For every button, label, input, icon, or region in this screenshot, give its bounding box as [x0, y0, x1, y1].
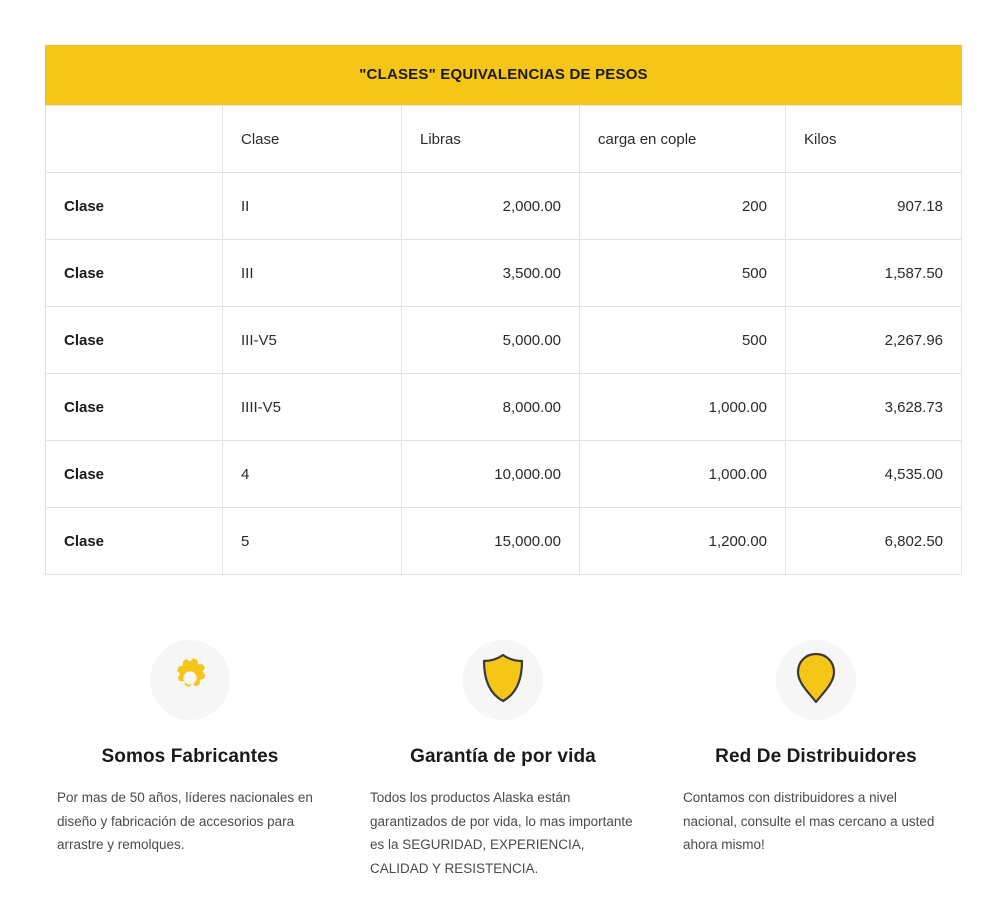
- cell-kilos: 4,535.00: [786, 441, 962, 508]
- feature-title: Somos Fabricantes: [101, 746, 279, 767]
- cell-kilos: 1,587.50: [786, 240, 962, 307]
- cell-carga: 500: [580, 307, 786, 374]
- equivalences-table-container: [45, 45, 961, 575]
- cell-row-label: Clase: [46, 508, 223, 575]
- table-row: [46, 508, 962, 575]
- cell-carga: 200: [580, 173, 786, 240]
- cell-row-label: Clase: [46, 441, 223, 508]
- feature-text: Contamos con distribuidores a nivel nacional, consulte el mas cercano a usted ahora mismo!: [683, 790, 935, 853]
- column-header-kilos: Kilos: [786, 106, 962, 173]
- cell-clase: II: [223, 173, 402, 240]
- column-header-clase: Clase: [223, 106, 402, 173]
- feature-icon-badge: [776, 640, 856, 720]
- table-header-row: [46, 106, 962, 173]
- feature-red-de-distribuidores: [671, 640, 961, 881]
- feature-text: Todos los productos Alaska están garantizados de por vida, lo mas importante es la SEGURIDAD, EXPERIENCIA, CALIDAD Y RESISTENCIA.: [370, 790, 633, 876]
- cell-libras: 3,500.00: [402, 240, 580, 307]
- cell-carga: 500: [580, 240, 786, 307]
- table-row: [46, 374, 962, 441]
- cell-libras: 15,000.00: [402, 508, 580, 575]
- feature-title: Red De Distribuidores: [715, 746, 917, 767]
- cell-clase: III: [223, 240, 402, 307]
- feature-title: Garantía de por vida: [410, 746, 596, 767]
- table-row: [46, 307, 962, 374]
- cell-row-label: Clase: [46, 240, 223, 307]
- cell-clase: 4: [223, 441, 402, 508]
- cell-row-label: Clase: [46, 173, 223, 240]
- table-row: [46, 173, 962, 240]
- map-pin-icon: [796, 652, 836, 709]
- cell-carga: 1,200.00: [580, 508, 786, 575]
- feature-text: Por mas de 50 años, líderes nacionales en diseño y fabricación de accesorios para arrastre y remolques.: [57, 790, 313, 853]
- table-title: "CLASES" EQUIVALENCIAS DE PESOS: [45, 45, 962, 105]
- table-row: [46, 441, 962, 508]
- cell-carga: 1,000.00: [580, 374, 786, 441]
- feature-icon-badge: [150, 640, 230, 720]
- features-section: [45, 640, 961, 881]
- equivalences-table: [45, 45, 962, 575]
- table-head: [46, 106, 962, 173]
- column-header-carga-en-cople: carga en cople: [580, 106, 786, 173]
- feature-somos-fabricantes: [45, 640, 335, 881]
- cell-kilos: 6,802.50: [786, 508, 962, 575]
- feature-icon-badge: [463, 640, 543, 720]
- cell-row-label: Clase: [46, 374, 223, 441]
- cell-libras: 10,000.00: [402, 441, 580, 508]
- cell-carga: 1,000.00: [580, 441, 786, 508]
- table-body: [46, 173, 962, 575]
- cell-kilos: 907.18: [786, 173, 962, 240]
- cell-kilos: 2,267.96: [786, 307, 962, 374]
- gear-icon: [166, 654, 214, 707]
- cell-row-label: Clase: [46, 307, 223, 374]
- table-row: [46, 240, 962, 307]
- cell-kilos: 3,628.73: [786, 374, 962, 441]
- feature-garantia-de-por-vida: [358, 640, 648, 881]
- cell-clase: III-V5: [223, 307, 402, 374]
- cell-libras: 5,000.00: [402, 307, 580, 374]
- cell-libras: 8,000.00: [402, 374, 580, 441]
- cell-clase: IIII-V5: [223, 374, 402, 441]
- column-header-libras: Libras: [402, 106, 580, 173]
- shield-icon: [480, 653, 526, 708]
- cell-libras: 2,000.00: [402, 173, 580, 240]
- column-header-blank: [46, 106, 223, 173]
- cell-clase: 5: [223, 508, 402, 575]
